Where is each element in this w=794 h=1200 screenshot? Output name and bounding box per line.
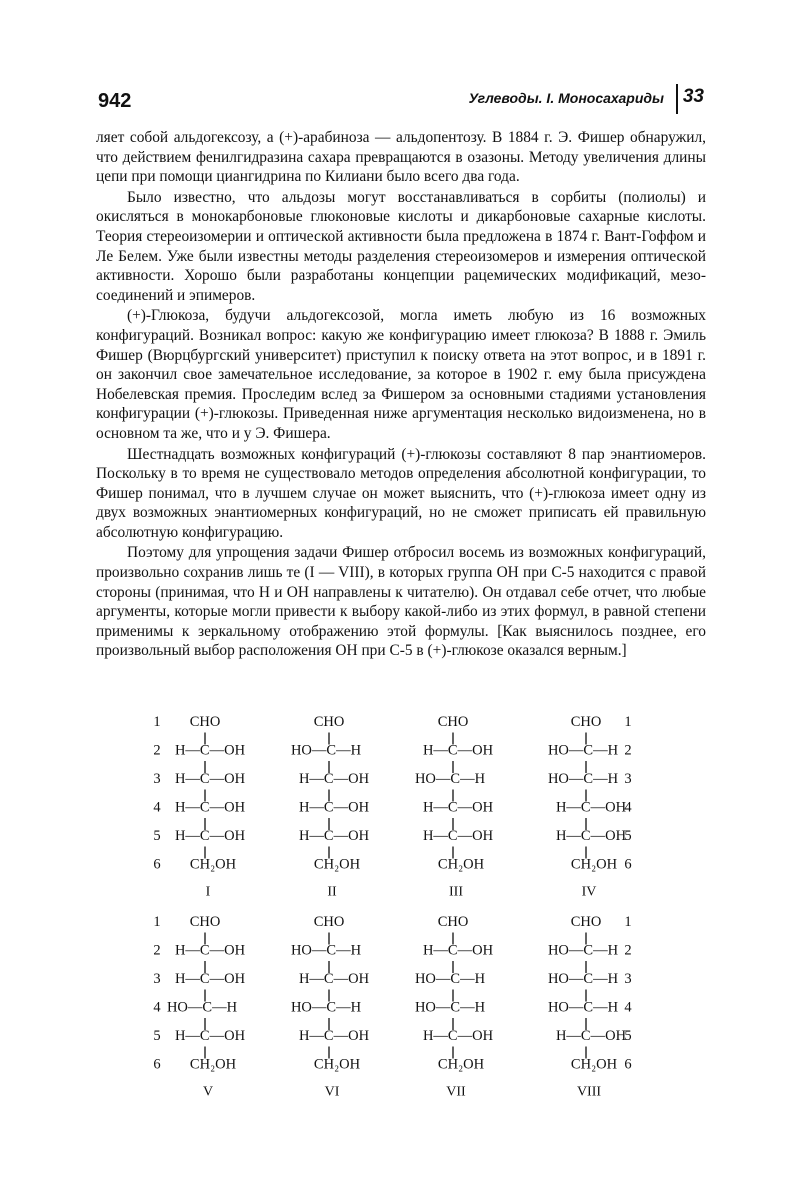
formula-stereocenter: HO—C—H (547, 742, 619, 759)
formula-stereocenter: H—C—OH (555, 828, 627, 844)
formula-stereocenter: H—C—OH (174, 771, 246, 787)
formula-ch2oh: CH₂OH (570, 1056, 618, 1073)
formula-stereocenter: HO—C—H (547, 971, 619, 987)
formula-stereocenter: H—C—OH (422, 799, 494, 816)
formula-stereocenter: H—C—OH (174, 942, 246, 959)
carbon-number-left: 4 (153, 999, 161, 1016)
carbon-number-left: 6 (153, 1056, 161, 1073)
formula-stereocenter: HO—C—H (414, 771, 486, 787)
fischer-projections-figure (0, 706, 794, 1106)
formula-stereocenter: HO—C—H (290, 742, 362, 759)
carbon-number-right: 1 (624, 714, 632, 730)
paragraph: Шестнадцать возможных конфигураций (+)-глюкозы составляют 8 пар энантиомеров. Поскольку в то время не существовало методов определения абсолютной конфигурации, то Фишер понимал, что в лучшем случае он может выяснить, что (+)-глюкоза имеет одну из двух возможных энантиомерных конфигураций, но не сможет приписать ей правильную абсолютную конфигурацию. (96, 445, 706, 541)
formula-cho: CHO (437, 914, 469, 930)
formula-stereocenter: H—C—OH (298, 771, 370, 787)
carbon-number-left: 2 (153, 942, 161, 959)
carbon-number-right: 6 (624, 1056, 632, 1073)
formula-label: I (205, 884, 211, 900)
formula-ch2oh: CH₂OH (437, 856, 485, 873)
formula-stereocenter: H—C—OH (298, 828, 370, 844)
carbon-number-left: 2 (153, 742, 161, 759)
body-text (96, 128, 706, 661)
formula-stereocenter: HO—C—H (414, 971, 486, 987)
formula-label: III (449, 884, 463, 900)
formula-label: VIII (576, 1084, 602, 1100)
formula-cho: CHO (313, 914, 345, 930)
formula-label: V (202, 1084, 214, 1100)
formula-stereocenter: H—C—OH (298, 971, 370, 987)
carbon-number-left: 6 (153, 856, 161, 873)
formula-ch2oh: CH₂OH (189, 856, 237, 873)
formula-stereocenter: H—C—OH (298, 799, 370, 816)
formula-stereocenter: H—C—OH (298, 1028, 370, 1044)
formula-ch2oh: CH₂OH (570, 856, 618, 873)
formula-stereocenter: H—C—OH (422, 942, 494, 959)
carbon-number-left: 1 (153, 714, 161, 730)
carbon-number-left: 5 (153, 1028, 161, 1044)
formula-stereocenter: H—C—OH (555, 799, 627, 816)
carbon-number-right: 3 (624, 771, 632, 787)
carbon-number-right: 5 (624, 828, 632, 844)
carbon-number-left: 5 (153, 828, 161, 844)
formula-stereocenter: HO—C—H (166, 999, 238, 1016)
carbon-number-left: 3 (153, 771, 161, 787)
formula-label: II (327, 884, 337, 900)
paragraph: ляет собой альдогексозу, а (+)-арабиноза — альдопентозу. В 1884 г. Э. Фишер обнаружил, что действием фенилгидразина сахара превращаются в озазоны. Методу увеличения длины цепи при помощи циангидрина по Килиани было всего два года. (96, 129, 706, 186)
formula-cho: CHO (313, 714, 345, 730)
formula-cho: CHO (570, 914, 602, 930)
carbon-number-right: 6 (624, 856, 632, 873)
formula-stereocenter: H—C—OH (422, 742, 494, 759)
formula-ch2oh: CH₂OH (437, 1056, 485, 1073)
carbon-number-right: 5 (624, 1028, 632, 1044)
running-title: Углеводы. I. Моносахариды (468, 90, 664, 106)
carbon-number-right: 4 (624, 799, 632, 816)
paragraph: (+)-Глюкоза, будучи альдогексозой, могла иметь любую из 16 возможных конфигураций. Возникал вопрос: какую же конфигурацию имеет глюкоза? В 1888 г. Эмиль Фишер (Вюрцбургский университет) приступил к поиску ответа на этот вопрос, и в 1891 г. он закончил свое замечательное исследование, за которое в 1902 г. ему была присуждена Нобелевская премия. Проследим вслед за Фишером за основными стадиями установления конфигурации (+)-глюкозы. Приведенная ниже аргументация несколько видоизменена, но в основном та же, что и у Э. Фишера. (96, 307, 706, 442)
carbon-number-left: 1 (153, 914, 161, 930)
formula-cho: CHO (437, 714, 469, 730)
formula-stereocenter: HO—C—H (414, 999, 486, 1016)
carbon-number-right: 4 (624, 999, 632, 1016)
formula-stereocenter: HO—C—H (547, 942, 619, 959)
formula-cho: CHO (189, 914, 221, 930)
carbon-number-right: 2 (624, 942, 632, 959)
formula-label: VII (446, 1084, 466, 1100)
page-number: 942 (98, 90, 132, 112)
carbon-number-right: 2 (624, 742, 632, 759)
formula-label: IV (581, 884, 597, 900)
formula-ch2oh: CH₂OH (313, 1056, 361, 1073)
carbon-number-right: 3 (624, 971, 632, 987)
page-header (96, 84, 704, 114)
formula-stereocenter: HO—C—H (547, 771, 619, 787)
formula-stereocenter: H—C—OH (174, 1028, 246, 1044)
carbon-number-left: 4 (153, 799, 161, 816)
formula-stereocenter: H—C—OH (174, 828, 246, 844)
formula-stereocenter: H—C—OH (422, 828, 494, 844)
fischer-projections (0, 706, 794, 1106)
formula-stereocenter: H—C—OH (422, 1028, 494, 1044)
formula-stereocenter: HO—C—H (290, 942, 362, 959)
formula-stereocenter: H—C—OH (174, 799, 246, 816)
formula-stereocenter: H—C—OH (174, 971, 246, 987)
carbon-number-right: 1 (624, 914, 632, 930)
formula-ch2oh: CH₂OH (189, 1056, 237, 1073)
formula-ch2oh: CH₂OH (313, 856, 361, 873)
formula-stereocenter: H—C—OH (174, 742, 246, 759)
paragraph: Было известно, что альдозы могут восстанавливаться в сорбиты (полиолы) и окисляться в монокарбоновые глюконовые кислоты и дикарбоновые сахарные кислоты. Теория стереоизомерии и оптической активности была предложена в 1874 г. Вант-Гоффом и Ле Белем. Уже были известны методы разделения стереоизомеров и измерения оптической активности. Хорошо были разработаны концепции рацемических модификаций, мезо-соединений и эпимеров. (96, 188, 706, 304)
formula-stereocenter: HO—C—H (547, 999, 619, 1016)
formula-stereocenter: HO—C—H (290, 999, 362, 1016)
carbon-number-left: 3 (153, 971, 161, 987)
chapter-page-number: 33 (682, 86, 704, 107)
formula-stereocenter: H—C—OH (555, 1028, 627, 1044)
header-divider (676, 84, 678, 114)
formula-cho: CHO (570, 714, 602, 730)
formula-label: VI (324, 1084, 340, 1100)
paragraph: Поэтому для упрощения задачи Фишер отбросил восемь из возможных конфигураций, произвольно сохранив лишь те (I — VIII), в которых группа OH при C-5 находится с правой стороны (принимая, что H и OH направлены к читателю). Он отдавал себе отчет, что любые аргументы, которые могли привести к выбору какой-либо из этих формул, в равной степени применимы к зеркальному отображению этой формулы. [Как выяснилось позднее, его произвольный выбор расположения OH при C-5 в (+)-глюкозе оказался верным.] (96, 544, 706, 660)
formula-cho: CHO (189, 714, 221, 730)
